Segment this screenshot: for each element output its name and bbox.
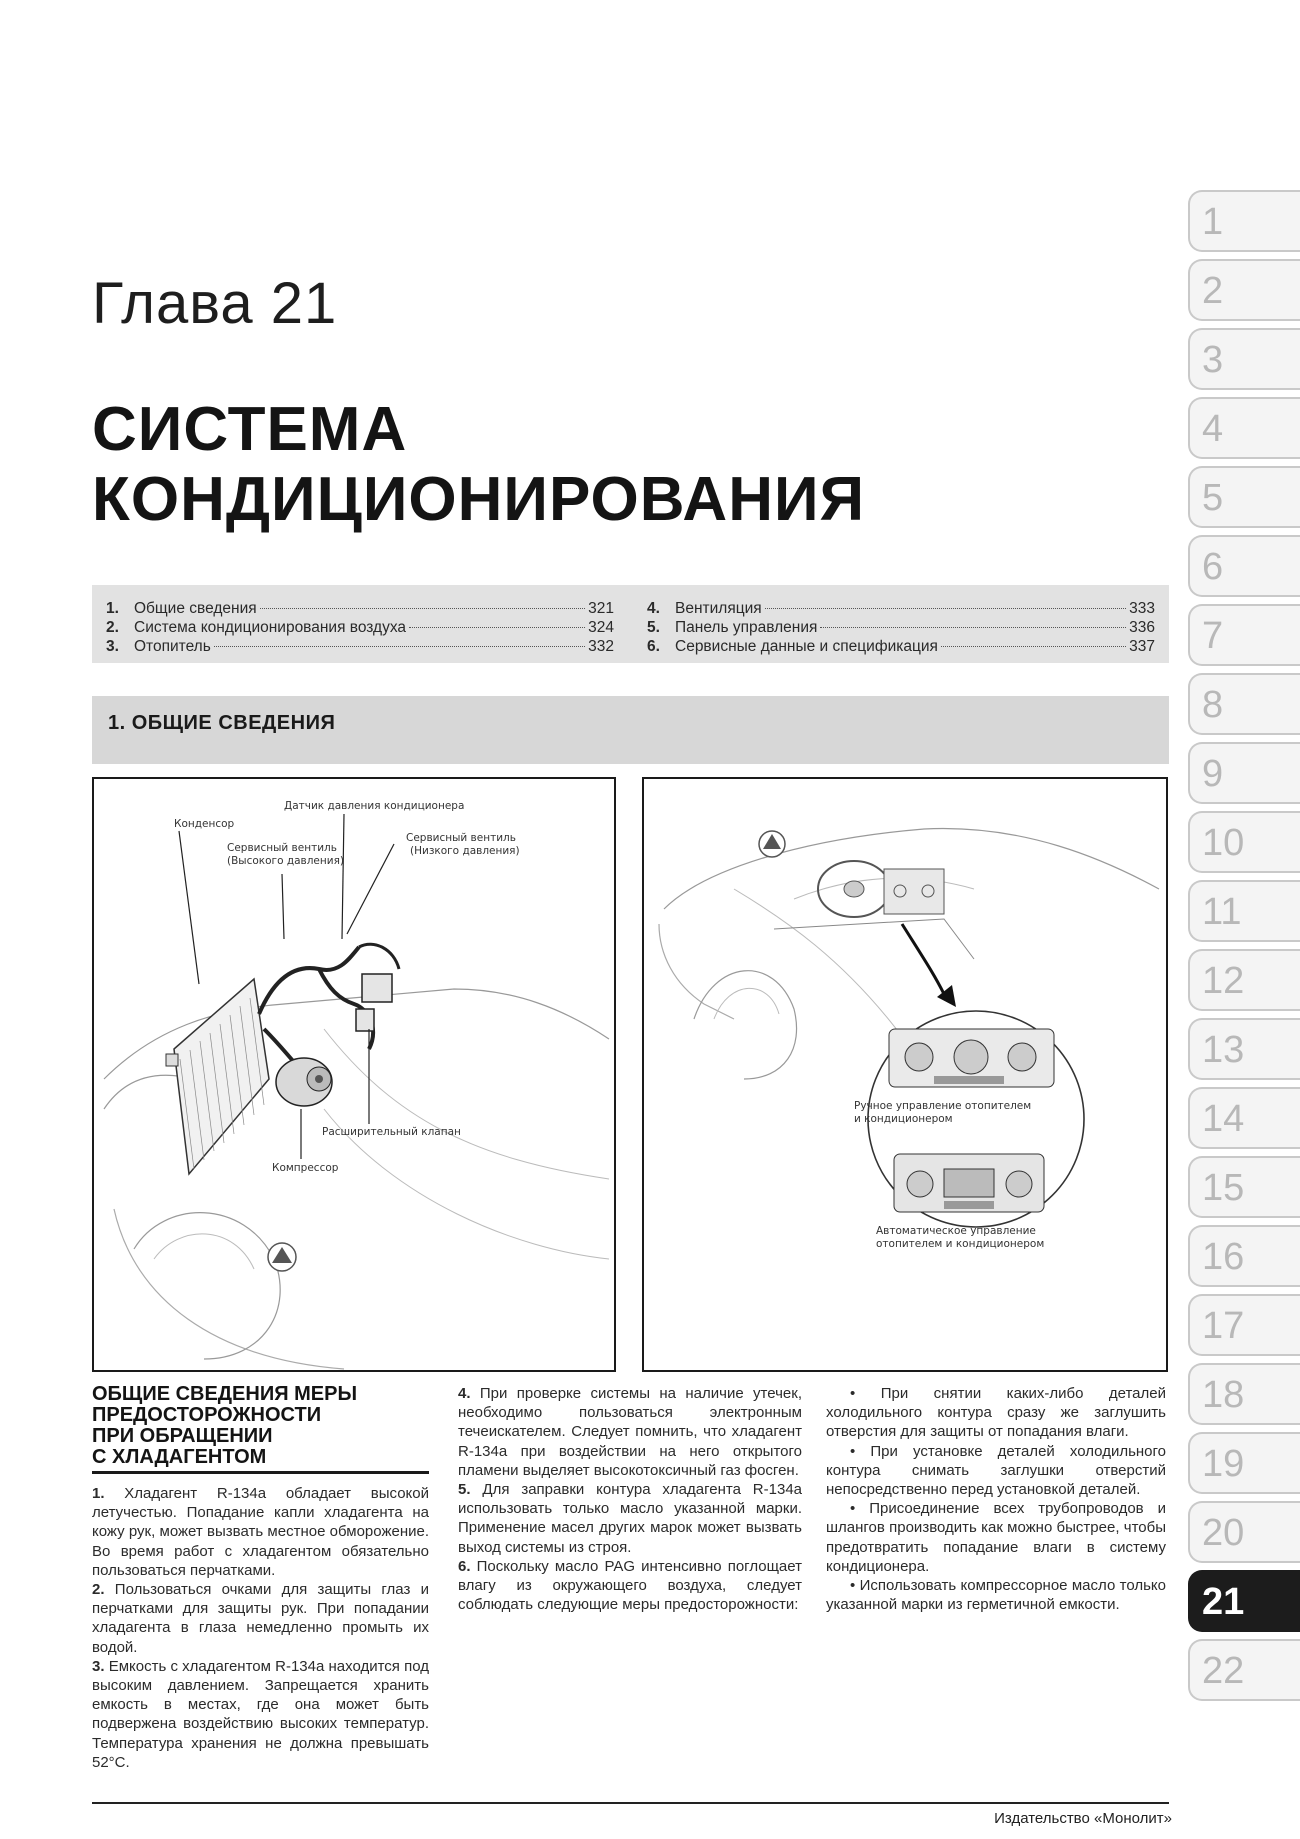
toc-item[interactable] [106,618,614,637]
toc-item[interactable] [647,637,1155,656]
toc-leader-dots [409,627,585,628]
callout-pressure-sensor: Датчик давления кондиционера [284,800,465,812]
paragraph-text: Поскольку масло PAG интенсивно поглощает влагу из окружающего воздуха, следует соблюдать следующие меры предосторожности: [458,1557,802,1614]
paragraph-number: 3. [92,1657,105,1675]
section-header-bar [92,696,1169,764]
toc-item[interactable] [647,599,1155,618]
chapter-tab[interactable] [1188,1225,1300,1287]
chapter-tab-active[interactable] [1188,1570,1300,1632]
bullet-item: • Присоединение всех трубопроводов и шлангов производить как можно быстрее, чтобы предотвратить попадание влаги в систему кондиционера. [826,1500,1166,1575]
paragraph-2 [92,1580,429,1657]
heading-line: ПРЕДОСТОРОЖНОСТИ [92,1404,322,1426]
toc-item[interactable] [106,599,614,618]
chapter-tab-number: 5 [1202,477,1224,519]
paragraph-text: Хладагент R-134а обладает высокой летучестью. Попадание капли хладагента на кожу рук, может вызвать местное обморожение. Во время работ с хладагентом обязательно пользоваться перчатками. [92,1485,429,1579]
chapter-tab[interactable] [1188,1294,1300,1356]
chapter-tab[interactable] [1188,949,1300,1011]
toc-leader-dots [214,646,585,647]
text-column-3 [826,1384,1166,1614]
toc-leader-dots [260,608,585,609]
toc-leader-dots [765,608,1126,609]
chapter-tab[interactable] [1188,535,1300,597]
toc-item-label: Отопитель [134,638,211,655]
toc-item-number: 4. [647,600,660,617]
chapter-tab[interactable] [1188,259,1300,321]
toc-item[interactable] [106,637,614,656]
paragraph-text: Емкость с хладагентом R-134а находится под высоким давлением. Запрещается хранить емкость в местах, где она может быть подвержена воздействию высоких температур. Температура хранения не должна превышать 52°С. [92,1657,429,1771]
paragraph-6 [458,1557,802,1615]
callout-service-valve-low: Сервисный вентиль [406,832,516,844]
chapter-title [92,395,865,535]
toc-item-page: 324 [588,619,614,636]
toc-item-number: 1. [106,600,119,617]
chapter-tab-number: 11 [1202,891,1242,933]
paragraph-text: Для заправки контура хладагента R-134а использовать только масло указанной марки. Применение масел других марок может вызвать выход системы из строя. [458,1481,803,1556]
chapter-title-line1: СИСТЕМА [92,395,408,464]
paragraph-number: 4. [458,1385,471,1402]
chapter-tabs [1188,190,1300,1708]
toc-item-page: 332 [588,638,614,655]
toc-item-page: 333 [1129,600,1155,617]
callout-expansion-valve: Расширительный клапан [322,1126,461,1138]
chapter-tab-number: 4 [1202,408,1224,450]
section-title: 1. ОБЩИЕ СВЕДЕНИЯ [108,712,336,734]
toc-item-page: 321 [588,600,614,617]
bullet-item: • Использовать компрессорное масло только указанной марки из герметичной емкости. [826,1577,1166,1614]
toc-column-left [106,599,614,656]
chapter-tab-number: 10 [1202,822,1245,864]
callout-service-valve-high: Сервисный вентиль [227,842,337,854]
chapter-tab[interactable] [1188,811,1300,873]
chapter-tab-number: 14 [1202,1098,1245,1140]
paragraph-1 [92,1484,429,1580]
toc-item-number: 6. [647,638,660,655]
chapter-tab-number: 13 [1202,1029,1245,1071]
toc-leader-dots [820,627,1126,628]
chapter-tab-number: 20 [1202,1512,1245,1554]
chapter-tab-number: 3 [1202,339,1224,381]
callout-manual-control: Ручное управление отопителем [854,1100,1032,1112]
toc-column-right [647,599,1155,656]
publisher-name: Издательство «Монолит» [994,1810,1172,1827]
paragraph-number: 5. [458,1481,471,1499]
paragraph-number: 1. [92,1485,105,1502]
chapter-tab-number: 2 [1202,270,1224,312]
paragraph-3 [92,1657,429,1771]
callout-auto-control: Автоматическое управление [876,1225,1036,1237]
chapter-tab-number: 21 [1202,1581,1245,1623]
chapter-tab[interactable] [1188,466,1300,528]
chapter-tab[interactable] [1188,673,1300,735]
manual-control-panel [889,1029,1054,1087]
toc-item-number: 2. [106,619,119,636]
chapter-tab[interactable] [1188,397,1300,459]
chapter-tab-number: 19 [1202,1443,1245,1485]
chapter-tab[interactable] [1188,190,1300,252]
paragraph-number: 6. [458,1557,471,1575]
chapter-tab-number: 18 [1202,1374,1245,1416]
chapter-tab[interactable] [1188,1501,1300,1563]
bullet-item: • При снятии каких-либо деталей холодильного контура сразу же заглушить отверстия для защиты от попадания влаги. [826,1385,1166,1441]
toc-item-label: Общие сведения [134,600,257,617]
chapter-tab-number: 22 [1202,1650,1245,1692]
paragraph-4 [458,1384,802,1480]
chapter-tab[interactable] [1188,1087,1300,1149]
toc-item-label: Вентиляция [675,600,762,617]
toc-item-page: 337 [1129,638,1155,655]
text-column-1 [92,1383,429,1771]
callout-manual-control-sub: и кондиционером [854,1113,953,1125]
bullet-item: • При установке деталей холодильного контура снимать заглушки отверстий непосредственно перед установкой деталей. [826,1442,1166,1499]
footer-divider [92,1802,1169,1804]
condenser-shape [166,979,269,1174]
callout-service-valve-high-sub: (Высокого давления) [227,855,344,867]
chapter-tab[interactable] [1188,1156,1300,1218]
figure-control-panels [642,777,1168,1372]
heading-line: ОБЩИЕ СВЕДЕНИЯ МЕРЫ [92,1383,358,1405]
chapter-tab[interactable] [1188,328,1300,390]
chapter-tab[interactable] [1188,742,1300,804]
automatic-control-panel [894,1154,1044,1212]
chapter-tab-number: 9 [1202,753,1224,795]
chapter-tab[interactable] [1188,1432,1300,1494]
chapter-tab[interactable] [1188,880,1300,942]
chapter-title-line2: КОНДИЦИОНИРОВАНИЯ [92,465,866,534]
figure-ac-components [92,777,616,1372]
chapter-tab-number: 12 [1202,960,1245,1002]
control-panel-illustration [644,779,1166,1370]
toc-item[interactable] [647,618,1155,637]
table-of-contents [92,585,1169,663]
heading-line: ПРИ ОБРАЩЕНИИ [92,1425,273,1447]
chapter-tab-number: 15 [1202,1167,1245,1209]
chapter-tab[interactable] [1188,1363,1300,1425]
text-column-2 [458,1384,802,1614]
chapter-label: Глава 21 [92,271,338,336]
toc-item-label: Панель управления [675,619,818,636]
paragraph-text: Пользоваться очками для защиты глаз и перчатками для защиты рук. При попадании хладагента в глаза немедленно промыть их водой. [92,1581,429,1656]
paragraph-text: При проверке системы на наличие утечек, необходимо пользоваться электронным течеискателем. Следует помнить, что хладагент R-134а при воздействии на него открытого пламени выделяет высокотоксичный газ фосген. [458,1385,802,1479]
heading-line: С ХЛАДАГЕНТОМ [92,1446,267,1468]
toc-item-label: Сервисные данные и спецификация [675,638,938,655]
chapter-tab-number: 16 [1202,1236,1245,1278]
chapter-tab-number: 1 [1202,201,1224,243]
toc-item-page: 336 [1129,619,1155,636]
callout-compressor: Компрессор [272,1162,339,1174]
callout-condenser: Конденсор [174,818,235,830]
precautions-heading [92,1384,429,1474]
chapter-tab[interactable] [1188,604,1300,666]
callout-service-valve-low-sub: (Низкого давления) [410,845,520,857]
chapter-tab-number: 17 [1202,1305,1245,1347]
chapter-tab[interactable] [1188,1639,1300,1701]
paragraph-number: 2. [92,1581,105,1599]
ac-components-illustration [94,779,614,1370]
chapter-tab-number: 7 [1202,615,1224,657]
toc-item-number: 5. [647,619,660,636]
chapter-tab-number: 6 [1202,546,1224,588]
publisher-logo-icon [268,1243,296,1271]
chapter-tab[interactable] [1188,1018,1300,1080]
toc-leader-dots [941,646,1126,647]
callout-auto-control-sub: отопителем и кондиционером [876,1238,1045,1250]
chapter-tab-number: 8 [1202,684,1224,726]
publisher-logo-icon [759,831,785,857]
paragraph-5 [458,1480,802,1557]
toc-item-label: Система кондиционирования воздуха [134,619,407,636]
toc-item-number: 3. [106,638,119,655]
